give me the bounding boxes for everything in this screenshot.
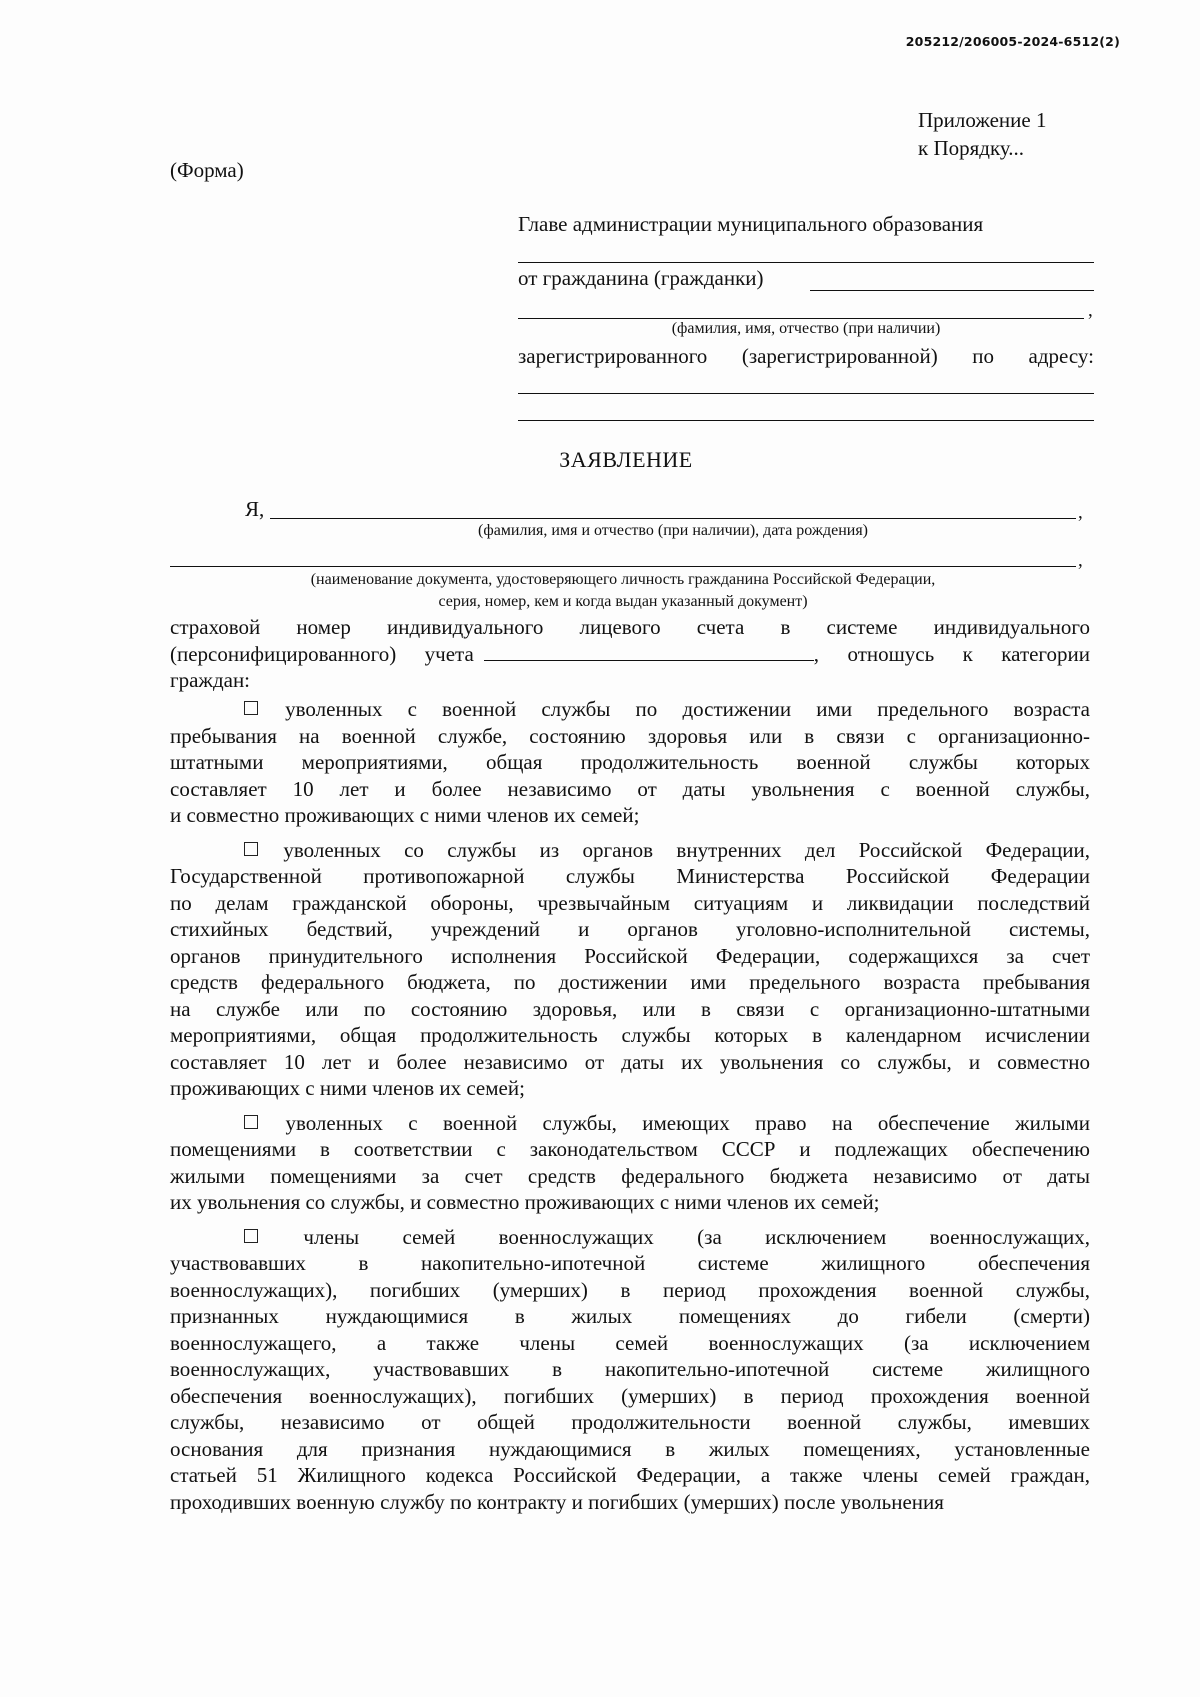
category-text: признанных нуждающимися в жилых помещениях до гибели (смерти) bbox=[170, 1304, 1090, 1328]
category-option bbox=[170, 696, 1090, 829]
address-field-1[interactable] bbox=[518, 393, 1094, 394]
category-text: штатными мероприятиями, общая продолжительность военной службы которых bbox=[170, 750, 1090, 774]
category-text: члены семей военнослужащих (за исключением военнослужащих, bbox=[303, 1224, 1091, 1249]
category-text: проходивших военную службу по контракту и погибших (умерших) после увольнения bbox=[170, 1489, 944, 1514]
citizen-name-field[interactable] bbox=[810, 290, 1094, 291]
category-line bbox=[170, 696, 1090, 723]
category-line bbox=[170, 1330, 1090, 1357]
category-text: пребывания на военной службе, состоянию здоровья или в связи с организационно- bbox=[170, 723, 1090, 748]
category-text: помещениями в соответствии с законодательством СССР и подлежащих обеспечению bbox=[170, 1137, 1090, 1161]
category-line bbox=[170, 1250, 1090, 1277]
identity-doc-caption-line-2: серия, номер, кем и когда выдан указанный документ) bbox=[438, 593, 808, 610]
category-line bbox=[170, 1277, 1090, 1304]
category-text: уволенных с военной службы, имеющих право на обеспечение жилыми bbox=[285, 1110, 1090, 1135]
category-option bbox=[170, 1110, 1090, 1216]
category-line bbox=[170, 1075, 1090, 1102]
category-text: на службе или по состоянию здоровья, или в связи с организационно-штатными bbox=[170, 996, 1090, 1021]
category-text: стихийных бедствий, учреждений и органов уголовно-исполнительной системы, bbox=[170, 917, 1090, 941]
category-line bbox=[170, 1136, 1090, 1163]
fio-dob-caption: (фамилия, имя и отчество (при наличии), дата рождения) bbox=[478, 522, 868, 539]
category-text: жилыми помещениями за счет средств федерального бюджета независимо от даты bbox=[170, 1163, 1090, 1188]
category-text: их увольнения со службы, и совместно проживающих с ними членов их семей; bbox=[170, 1190, 880, 1214]
statement-title: ЗАЯВЛЕНИЕ bbox=[559, 447, 693, 472]
comma: , bbox=[1078, 550, 1083, 571]
category-line bbox=[170, 802, 1090, 829]
category-line bbox=[170, 1022, 1090, 1049]
category-text: уволенных с военной службы по достижении ими предельного возраста bbox=[285, 697, 1091, 721]
municipality-name-field[interactable] bbox=[518, 262, 1094, 263]
category-line bbox=[170, 969, 1090, 996]
category-line bbox=[170, 1409, 1090, 1436]
category-text: проживающих с ними членов их семей; bbox=[170, 1076, 525, 1100]
category-checkbox[interactable] bbox=[244, 1115, 258, 1129]
category-line bbox=[170, 1049, 1090, 1076]
category-line bbox=[170, 749, 1090, 776]
appendix-reference bbox=[918, 106, 1046, 162]
address-field-2[interactable] bbox=[518, 420, 1094, 421]
category-line bbox=[170, 1489, 1090, 1516]
appendix-line-1: Приложение 1 bbox=[918, 108, 1047, 132]
appendix-line-2: к Порядку... bbox=[918, 136, 1025, 160]
comma: , bbox=[1088, 300, 1093, 321]
category-text: Государственной противопожарной службы Министерства Российской Федерации bbox=[170, 864, 1090, 888]
category-text: составляет 10 лет и более независимо от даты увольнения с военной службы, bbox=[170, 776, 1090, 801]
category-line bbox=[170, 723, 1090, 750]
category-text: по делам гражданской обороны, чрезвычайным ситуациям и ликвидации последствий bbox=[170, 890, 1090, 915]
category-line bbox=[170, 776, 1090, 803]
category-line bbox=[170, 1303, 1090, 1330]
category-line bbox=[170, 890, 1090, 917]
category-line bbox=[170, 863, 1090, 890]
snils-line-2 bbox=[170, 641, 1090, 668]
category-option bbox=[170, 837, 1090, 1102]
category-checkbox[interactable] bbox=[244, 1229, 258, 1243]
category-text: органов принудительного исполнения Российской Федерации, содержащихся за счет bbox=[170, 943, 1090, 968]
category-text: службы, независимо от общей продолжительности военной службы, имевших bbox=[170, 1410, 1090, 1434]
category-list bbox=[170, 696, 1090, 1515]
category-line bbox=[170, 996, 1090, 1023]
category-text: уволенных со службы из органов внутренних дел Российской Федерации, bbox=[283, 837, 1090, 862]
identity-document-field[interactable] bbox=[170, 566, 1076, 567]
category-line bbox=[170, 837, 1090, 864]
snils-field[interactable] bbox=[484, 642, 814, 661]
category-checkbox[interactable] bbox=[244, 701, 258, 715]
snils-line-3: граждан: bbox=[170, 668, 251, 692]
category-text: средств федерального бюджета, по достижении ими предельного возраста пребывания bbox=[170, 970, 1090, 994]
snils-label: (персонифицированного) учета bbox=[170, 641, 474, 666]
category-intro: , отношусь к категории bbox=[813, 641, 1091, 666]
form-label: (Форма) bbox=[170, 158, 244, 182]
category-line bbox=[170, 1163, 1090, 1190]
category-text: мероприятиями, общая продолжительность службы которых в календарном исчислении bbox=[170, 1023, 1090, 1047]
category-text: и совместно проживающих с ними членов их семей; bbox=[170, 803, 640, 827]
category-line bbox=[170, 1224, 1090, 1251]
category-text: статьей 51 Жилищного кодекса Российской Федерации, а также члены семей граждан, bbox=[170, 1463, 1090, 1487]
category-option bbox=[170, 1224, 1090, 1516]
category-text: составляет 10 лет и более независимо от даты их увольнения со службы, и совместно bbox=[170, 1049, 1090, 1074]
registered-address-label: зарегистрированного (зарегистрированной) по адресу: bbox=[518, 344, 1094, 368]
from-citizen-label: от гражданина (гражданки) bbox=[518, 266, 764, 290]
citizen-name-field-2[interactable] bbox=[518, 318, 1084, 319]
category-text: военнослужащего, а также члены семей военнослужащих (за исключением bbox=[170, 1330, 1090, 1355]
category-line bbox=[170, 1356, 1090, 1383]
category-line bbox=[170, 916, 1090, 943]
category-checkbox[interactable] bbox=[244, 842, 258, 856]
snils-paragraph bbox=[170, 614, 1090, 694]
category-text: основания для признания нуждающимися в жилых помещениях, установленные bbox=[170, 1436, 1090, 1461]
identity-doc-caption-line-1: (наименование документа, удостоверяющего личность гражданина Российской Федерации, bbox=[310, 571, 936, 588]
category-line bbox=[170, 1189, 1090, 1216]
category-line bbox=[170, 1383, 1090, 1410]
document-number: 205212/206005-2024-6512(2) bbox=[905, 34, 1120, 49]
category-line bbox=[170, 1110, 1090, 1137]
category-text: обеспечения военнослужащих), погибших (умерших) в период прохождения военной bbox=[170, 1383, 1090, 1408]
applicant-fio-dob-field[interactable] bbox=[270, 518, 1076, 519]
snils-line-1: страховой номер индивидуального лицевого счета в системе индивидуального bbox=[170, 615, 1090, 639]
category-text: военнослужащих), погибших (умерших) в период прохождения военной службы, bbox=[170, 1277, 1090, 1302]
category-line bbox=[170, 1462, 1090, 1489]
addressee-head: Главе администрации муниципального образования bbox=[518, 212, 984, 236]
category-line bbox=[170, 1436, 1090, 1463]
category-text: участвовавших в накопительно-ипотечной системе жилищного обеспечения bbox=[170, 1251, 1090, 1275]
fio-caption: (фамилия, имя, отчество (при наличии) bbox=[671, 320, 941, 337]
comma: , bbox=[1078, 502, 1083, 523]
category-text: военнослужащих, участвовавших в накопительно-ипотечной системе жилищного bbox=[170, 1357, 1090, 1381]
i-prefix: Я, bbox=[245, 497, 265, 521]
category-line bbox=[170, 943, 1090, 970]
